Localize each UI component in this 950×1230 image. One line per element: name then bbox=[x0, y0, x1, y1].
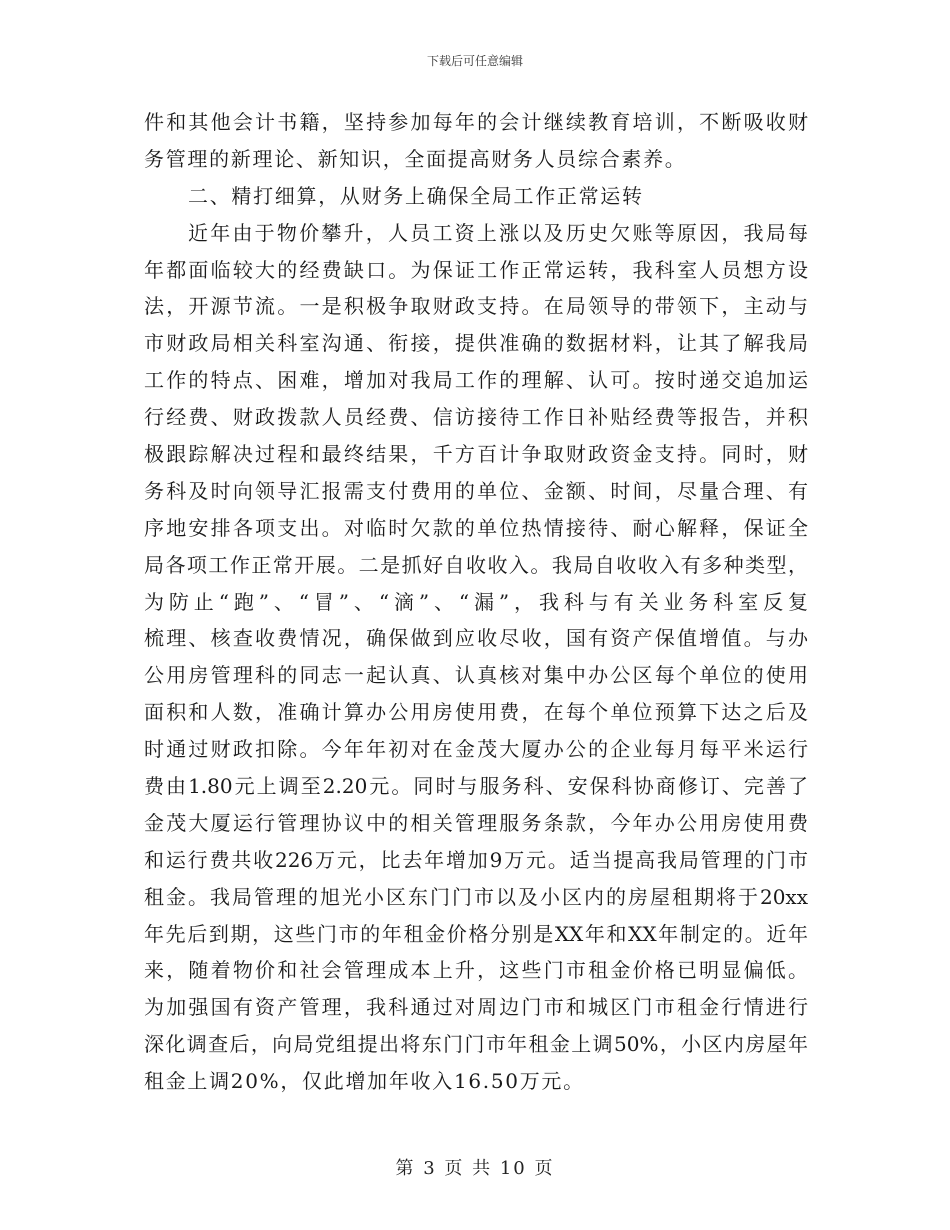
paragraph-line: 市财政局相关科室沟通、衔接，提供准确的数据材料，让其了解我局 bbox=[144, 331, 808, 356]
paragraph-line: 件和其他会计书籍，坚持参加每年的会计继续教育培训，不断吸收财 bbox=[144, 110, 808, 134]
paragraph-line: 近年由于物价攀升，人员工资上涨以及历史欠账等原因，我局每 bbox=[188, 220, 808, 245]
page-header: 下载后可任意编辑 bbox=[426, 54, 523, 68]
paragraph-line: 法，开源节流。一是积极争取财政支持。在局领导的带领下，主动与 bbox=[144, 294, 808, 319]
paragraph-line: 公用房管理科的同志一起认真、认真核对集中办公区每个单位的使用 bbox=[144, 663, 808, 688]
paragraph-line: 时通过财政扣除。今年年初对在金茂大厦办公的企业每月每平米运行 bbox=[144, 737, 808, 762]
paragraph-line: 务科及时向领导汇报需支付费用的单位、金额、时间，尽量合理、有 bbox=[144, 478, 808, 503]
paragraph-line: 年先后到期，这些门市的年租金价格分别是XX年和XX年制定的。近年 bbox=[144, 921, 808, 946]
paragraph-line: 费由1.80元上调至2.20元。同时与服务科、安保科协商修订、完善了 bbox=[144, 774, 808, 799]
paragraph-line: 深化调查后，向局党组提出将东门门市年租金上调50%，小区内房屋年 bbox=[144, 1032, 808, 1057]
paragraph-line: 租金上调20%，仅此增加年收入16.50万元。 bbox=[144, 1069, 585, 1094]
paragraph-line: 为加强国有资产管理，我科通过对周边门市和城区门市租金行情进行 bbox=[144, 995, 808, 1020]
paragraph-line: 和运行费共收226万元，比去年增加9万元。适当提高我局管理的门市 bbox=[144, 847, 808, 872]
paragraph-line: 梳理、核查收费情况，确保做到应收尽收，国有资产保值增值。与办 bbox=[144, 626, 808, 651]
document-body bbox=[144, 104, 808, 1100]
paragraph-line: 工作的特点、困难，增加对我局工作的理解、认可。按时递交追加运 bbox=[144, 368, 808, 393]
section-heading: 二、精打细算，从财务上确保全局工作正常运转 bbox=[188, 183, 644, 208]
paragraph-line: 金茂大厦运行管理协议中的相关管理服务条款，今年办公用房使用费 bbox=[144, 810, 808, 835]
paragraph-line: 序地安排各项支出。对临时欠款的单位热情接待、耐心解释，保证全 bbox=[144, 515, 808, 540]
paragraph-line: 务管理的新理论、新知识，全面提高财务人员综合素养。 bbox=[144, 146, 687, 171]
paragraph-line: 面积和人数，准确计算办公用房使用费，在每个单位预算下达之后及 bbox=[144, 700, 808, 725]
paragraph-line: 极跟踪解决过程和最终结果，千方百计争取财政资金支持。同时，财 bbox=[144, 442, 808, 467]
paragraph-line: 局各项工作正常开展。二是抓好自收收入。我局自收收入有多种类型， bbox=[144, 552, 808, 577]
paragraph-line: 行经费、财政拨款人员经费、信访接待工作日补贴经费等报告，并积 bbox=[144, 405, 808, 430]
paragraph-line: 为防止“跑”、“冒”、“滴”、“漏”，我科与有关业务科室反复 bbox=[144, 589, 808, 614]
paragraph-line: 租金。我局管理的旭光小区东门门市以及小区内的房屋租期将于20xx bbox=[144, 884, 808, 909]
paragraph-line: 年都面临较大的经费缺口。为保证工作正常运转，我科室人员想方设 bbox=[144, 257, 808, 282]
page-number: 第 3 页 共 10 页 bbox=[395, 1158, 555, 1179]
paragraph-line: 来，随着物价和社会管理成本上升，这些门市租金价格已明显偏低。 bbox=[144, 958, 808, 983]
